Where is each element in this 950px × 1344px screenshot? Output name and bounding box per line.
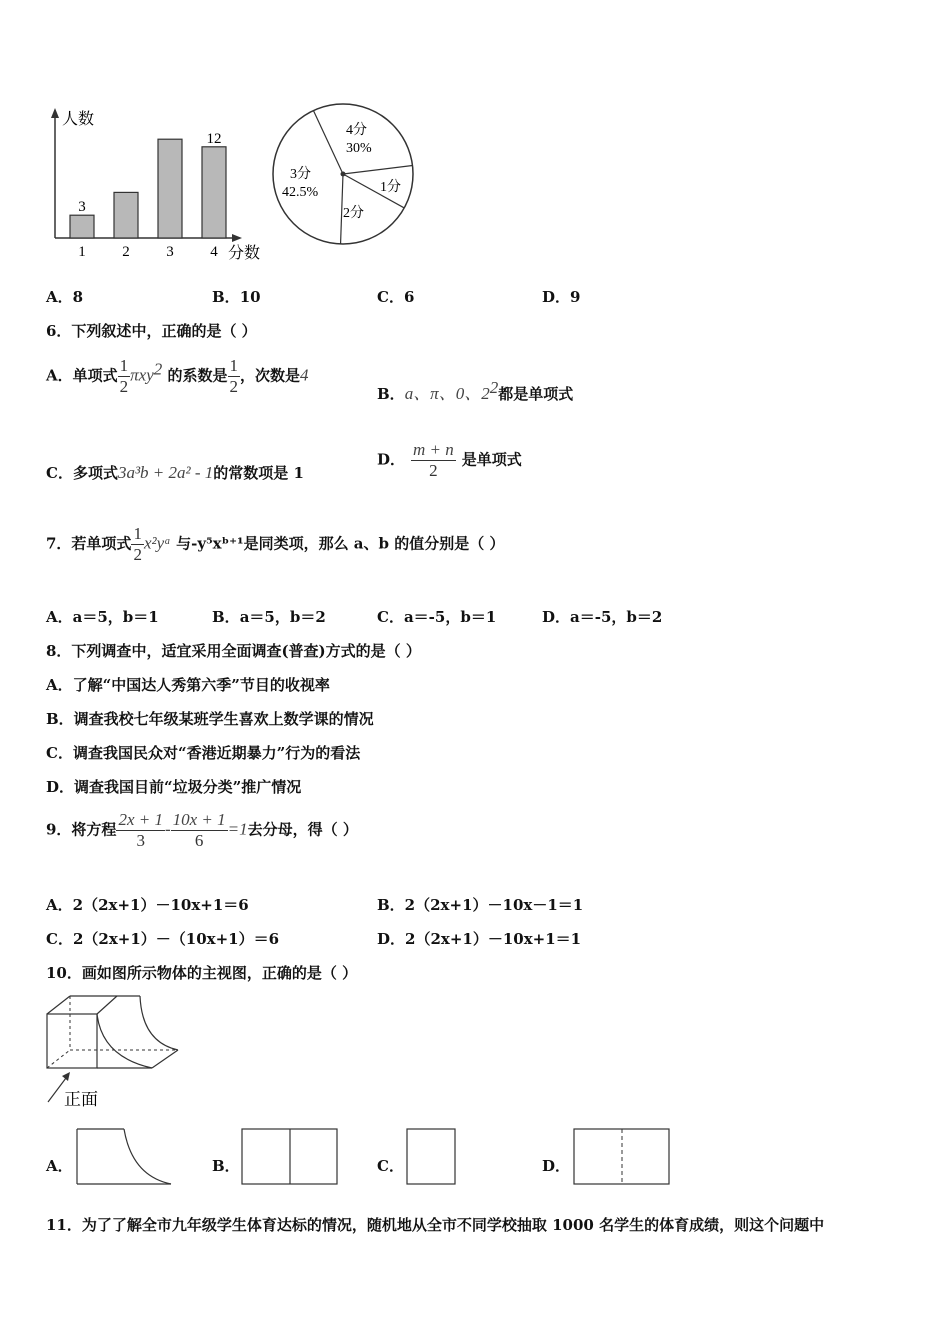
- bar-3: [158, 139, 182, 238]
- q7-fraction: $\frac{1}{2}$: [133, 524, 142, 564]
- q10-option-d-label[interactable]: D．: [542, 1157, 571, 1175]
- q6-option-d[interactable]: D． $\frac{m + n}{2}$ 是单项式: [377, 440, 522, 480]
- q9-option-a[interactable]: A．2（2x+1）－10x+1＝6: [46, 896, 249, 914]
- q8-stem: 8．下列调查中，适宜采用全面调查(普查)方式的是（ ）: [46, 642, 421, 660]
- q6-a-coef-fraction: $\frac{1}{2}$: [229, 356, 238, 396]
- q5-option-c[interactable]: C．6: [377, 288, 415, 306]
- q9-option-b[interactable]: B．2（2x+1）－10x－1＝1: [377, 896, 584, 914]
- q8-option-c[interactable]: C．调查我国民众对“香港近期暴力”行为的看法: [46, 744, 361, 762]
- x-axis-arrow-icon: [232, 234, 242, 242]
- q6-option-b[interactable]: B．a、π、0、$2^2$都是单项式: [377, 378, 574, 403]
- q7-option-d[interactable]: D．a＝-5，b＝2: [542, 608, 663, 626]
- q9-option-d[interactable]: D．2（2x+1）－10x+1＝1: [377, 930, 582, 948]
- pie-pct-3: 42.5%: [282, 185, 319, 200]
- q8-option-a[interactable]: A．了解“中国达人秀第六季”节目的收视率: [46, 676, 330, 694]
- bar-2: [114, 192, 138, 238]
- q6-a-fraction: $\frac{1}{2}$: [119, 356, 129, 396]
- pie-label-3: 3分: [290, 167, 311, 182]
- q10-option-d-figure[interactable]: [572, 1126, 672, 1188]
- bar-1: [70, 215, 94, 238]
- q6-option-c[interactable]: C．多项式3a³b + 2a² - 1的常数项是 1: [46, 463, 304, 482]
- q10-option-b-label[interactable]: B．: [212, 1157, 240, 1175]
- x-tick-3: 3: [166, 244, 174, 260]
- q6-option-a[interactable]: A．单项式 $\frac{1}{2}$ πxy$^2$ 的系数是 $\frac{1}{2}$ ，次数是4: [46, 356, 309, 396]
- bar-4: [202, 147, 226, 238]
- q10-option-a-label[interactable]: A．: [46, 1157, 73, 1175]
- q9-fraction-1: $\frac{2x + 1}{3}$: [118, 810, 163, 850]
- x-tick-2: 2: [122, 244, 130, 260]
- y-axis-arrow-icon: [51, 108, 59, 118]
- q10-option-c-figure[interactable]: [405, 1126, 459, 1188]
- bar-chart: [40, 100, 270, 270]
- q7-option-c[interactable]: C．a＝-5，b＝1: [377, 608, 497, 626]
- pie-divider-1: [343, 165, 412, 174]
- q11-stem: 11．为了了解全市九年级学生体育达标的情况，随机地从全市不同学校抽取 1000 名学生的体育成绩，则这个问题中: [46, 1216, 825, 1234]
- q10-option-b-figure[interactable]: [240, 1126, 340, 1188]
- q10-solid-figure: [42, 992, 187, 1110]
- pie-divider-0: [313, 111, 343, 174]
- q8-option-b[interactable]: B．调查我校七年级某班学生喜欢上数学课的情况: [46, 710, 374, 728]
- q9-option-c[interactable]: C．2（2x+1）－（10x+1）＝6: [46, 930, 280, 948]
- q6-d-fraction: $\frac{m + n}{2}$: [413, 440, 454, 480]
- q5-option-b[interactable]: B．10: [212, 288, 261, 306]
- x-tick-1: 1: [78, 244, 86, 260]
- q9-fraction-2: $\frac{10x + 1}{6}$: [172, 810, 226, 850]
- q10-option-a-figure[interactable]: [74, 1126, 174, 1188]
- pie-label-1: 1分: [380, 180, 401, 195]
- bar-label-1: 3: [78, 199, 86, 216]
- pie-label-4: 4分: [346, 123, 367, 138]
- x-axis-label: 分数: [228, 245, 261, 262]
- q5-option-a[interactable]: A．8: [46, 288, 84, 306]
- q7-option-a[interactable]: A．a＝5，b＝1: [46, 608, 159, 626]
- q9-stem: 9．将方程 $\frac{2x + 1}{3}$ - $\frac{10x + 1}{6}$ =1去分母，得（ ）: [46, 810, 358, 850]
- q10-stem: 10．画如图所示物体的主视图，正确的是（ ）: [46, 964, 358, 982]
- x-tick-4: 4: [210, 244, 218, 260]
- pie-label-2: 2分: [343, 206, 364, 221]
- q6-stem: 6．下列叙述中，正确的是（ ）: [46, 322, 257, 340]
- q7-stem: 7．若单项式 $\frac{1}{2}$ x²yᵃ 与-y⁵xᵇ⁺¹是同类项，那么 a、b 的值分别是（ ）: [46, 524, 505, 564]
- pie-center: [341, 172, 346, 177]
- y-axis-label: 人数: [62, 111, 95, 128]
- q10-front-label: 正面: [64, 1090, 98, 1109]
- front-arrow-head-icon: [62, 1072, 70, 1081]
- pie-chart: [268, 100, 423, 250]
- q10-option-c-label[interactable]: C．: [377, 1157, 404, 1175]
- q8-option-d[interactable]: D．调查我国目前“垃圾分类”推广情况: [46, 778, 302, 796]
- pie-pct-4: 30%: [346, 141, 372, 156]
- q7-option-b[interactable]: B．a＝5，b＝2: [212, 608, 326, 626]
- q5-option-d[interactable]: D．9: [542, 288, 581, 306]
- bar-label-4: 12: [206, 130, 222, 147]
